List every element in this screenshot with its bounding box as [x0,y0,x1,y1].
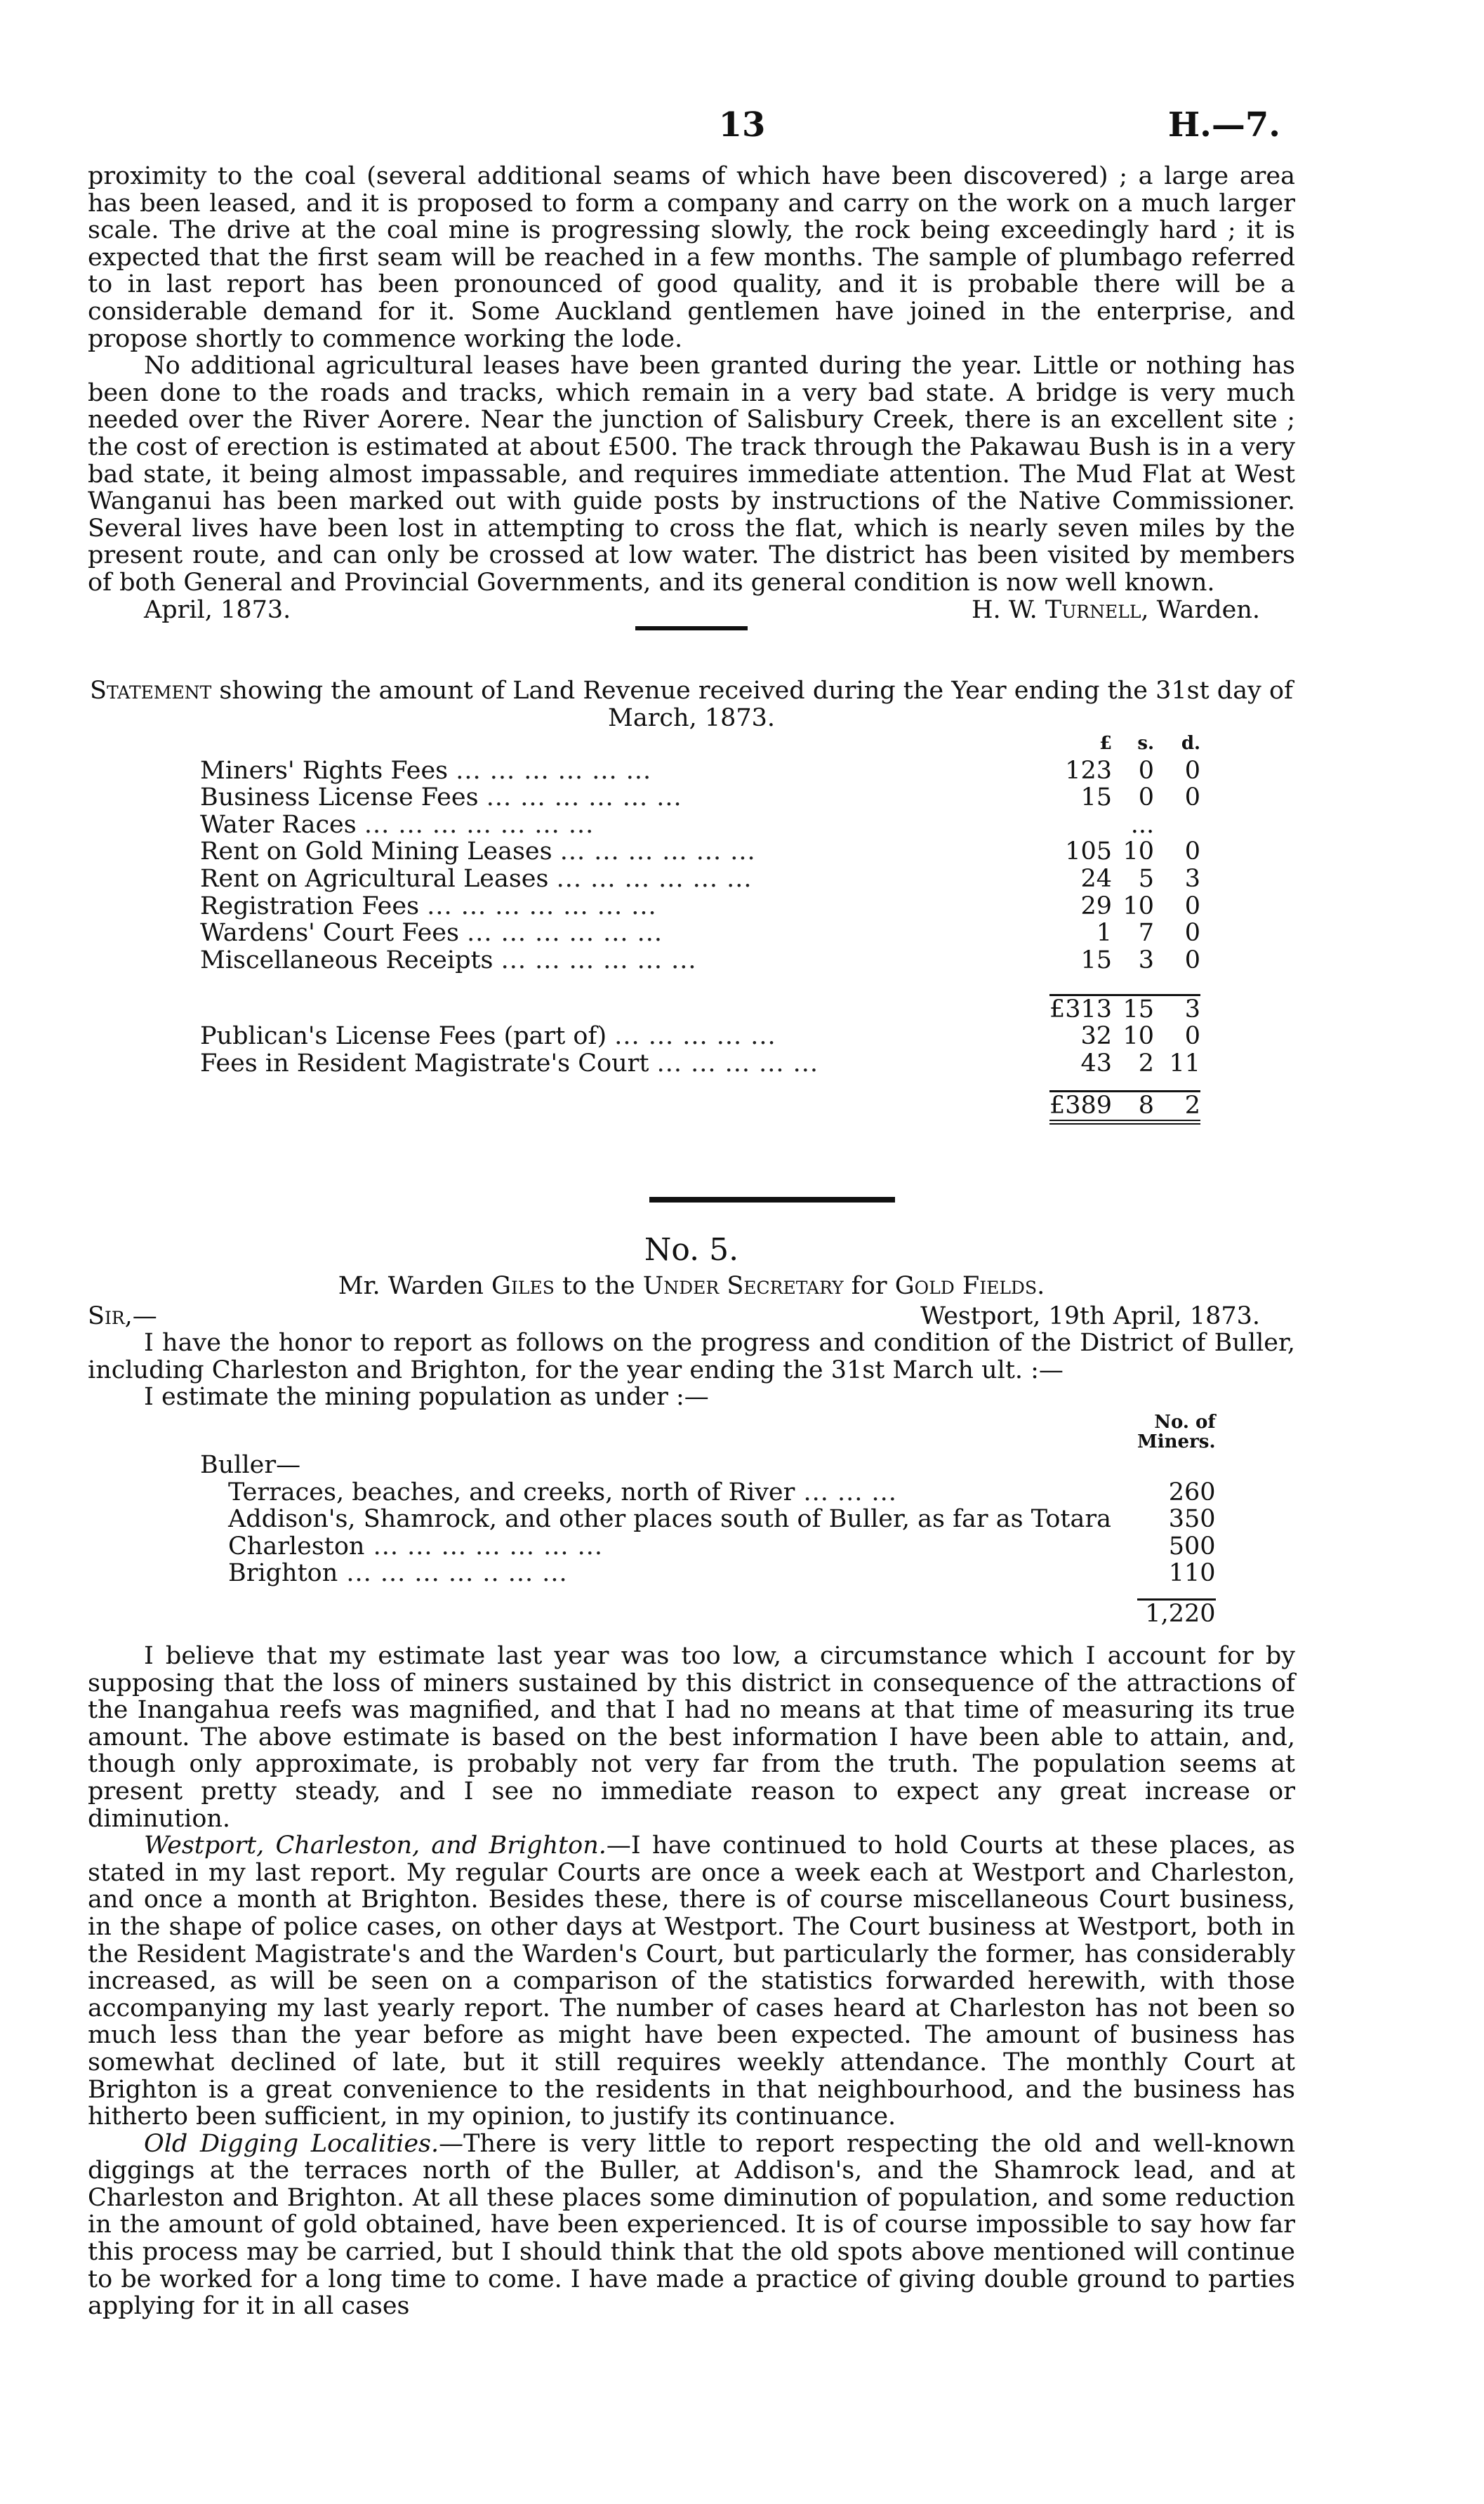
subtotal-shillings: 15 [1112,995,1154,1023]
revenue-label: Business License Fees [200,783,479,812]
intro-paragraph: I have the honor to report as follows on the progress and condition of the District of Buller, including Charleston and Brighton, for the year ending the 31st March ult. :— [88,1329,1295,1384]
salutation-line [88,1303,1295,1330]
revenue-label: Wardens' Court Fees [200,919,459,948]
revenue-statement [88,730,1295,1125]
paragraph-courts-heading: Westport, Charleston, and Brighton. [144,1831,607,1860]
revenue-label: Publican's License Fees (part of) [200,1022,607,1051]
revenue-pounds: 105 [1065,837,1113,866]
revenue-table [200,730,1200,1125]
revenue-pounds: 1 [1096,919,1113,948]
revenue-row: Rent on Gold Mining Leases ... ... ... ... ... ... 105 10 0 [200,837,1201,866]
population-value: 260 [1168,1478,1216,1506]
population-header: No. of Miners. [1137,1411,1216,1452]
statement-title: showing the amount of Land Revenue received during the Year ending the 31st day of March, 1873. [211,677,1293,732]
pounds-header: £ [1099,733,1113,754]
population-value: 110 [1168,1559,1216,1588]
revenue-pence: 3 [1184,864,1201,893]
revenue-label: Rent on Gold Mining Leases [200,837,552,866]
revenue-pounds: 29 [1080,892,1113,920]
signoff-date: April, 1873. [144,595,291,624]
population-row: Terraces, beaches, and creeks, north of River ... ... ... 260 [228,1478,1216,1506]
parliamentary-reference: H.—7. [1167,105,1280,145]
paragraph-coal: proximity to the coal (several additional seams of which have been discovered) ; a large area has been leased, and it is proposed to form a company and carry on the work on a much larger scale. The drive at the coal mine is progressing slowly, the rock being exceedingly hard ; it is expected that the first seam will be reached in a few months. The sample of plumbago referred to in last report has been pronounced of good quality, and it is probable there will be a considerable demand for it. Some Auckland gentlemen have joined in the enterprise, and propose shortly to commence working the lode. [88,162,1295,353]
revenue-pence [1154,812,1200,839]
section-rule [649,1197,895,1203]
revenue-row: Miners' Rights Fees ... ... ... ... ... ... 123 0 0 [200,756,1201,785]
population-total: 1,220 [1137,1600,1216,1628]
place-date: Westport, 19th April, 1873. [920,1301,1260,1330]
revenue-shillings: 2 [1138,1049,1155,1078]
revenue-pence: 0 [1184,946,1201,974]
population-value: 500 [1168,1532,1216,1561]
revenue-label: Registration Fees [200,892,420,920]
subtotal-pounds: £313 [1049,995,1113,1024]
population-row: Charleston ... ... ... ... ... ... ... 500 [228,1532,1216,1561]
revenue-pounds: 123 [1065,756,1113,785]
revenue-pounds: 43 [1080,1049,1113,1078]
revenue-row: Publican's License Fees (part of) ... ... ... ... ... 32 10 0 [200,1022,1201,1051]
section-no-5 [88,1232,1295,1628]
total-pence: 2 [1154,1092,1200,1122]
paragraph-old-diggings: Old Digging Localities.—There is very little to report respecting the old and well-known diggings at the terraces north of the Buller, at Addison's, and the Shamrock lead, and at Charleston and Brighton. At all these places some diminution of population, and some reduction in the amount of gold obtained, have been experienced. It is of course impossible to say how far this process may be carried, but I should think that the old spots above mentioned will continue to be worked for a long time to come. I have made a practice of giving double ground to parties applying for it in all cases [88,2129,1295,2321]
statement-lead: Statement [90,677,212,705]
population-label: Brighton [228,1559,338,1588]
population-label: Charleston [228,1532,365,1561]
report-body [88,1643,1295,2320]
estimate-line: I estimate the mining population as under :— [144,1383,709,1412]
population-table [200,1412,1216,1628]
revenue-row: Business License Fees ... ... ... ... ... ... 15 0 0 [200,783,1201,812]
population-value: 350 [1168,1505,1216,1534]
revenue-row: Miscellaneous Receipts ... ... ... ... ... ... 15 3 0 [200,946,1201,974]
revenue-label: Miners' Rights Fees [200,756,449,785]
population-row: Brighton ... ... ... ... .. ... ... 110 [228,1559,1216,1588]
revenue-row: Rent on Agricultural Leases ... ... ... ... ... ... 24 5 3 [200,864,1201,893]
statement-heading [88,677,1295,731]
revenue-pounds: 15 [1080,783,1113,812]
shillings-header: s. [1137,733,1155,754]
revenue-label: Water Races [200,810,357,839]
revenue-pence: 0 [1184,756,1201,785]
revenue-shillings: 0 [1138,756,1155,785]
total-pounds: £389 [1049,1092,1112,1122]
revenue-shillings: 5 [1138,864,1155,893]
revenue-label: Rent on Agricultural Leases [200,864,549,893]
revenue-label: Fees in Resident Magistrate's Court [200,1049,649,1078]
revenue-shillings: 10 [1122,837,1155,866]
signoff-signature: H. W. Turnell, Warden. [971,595,1260,624]
paragraph-estimate: I believe that my estimate last year was too low, a circumstance which I account for by supposing that the loss of miners sustained by this district in consequence of the attractions of the Inangahua reefs was magnified, and that I had no means at that time of measuring its true amount. The above estimate is based on the best information I have been able to attain, and, though only approximate, is probably not very far from the truth. The population seems at present pretty steady, and I see no immediate reason to expect any great increase or diminution. [88,1642,1295,1833]
revenue-row: Water Races ... ... ... ... ... ... ... ... [200,812,1200,839]
revenue-shillings: 10 [1122,892,1155,920]
revenue-pence: 11 [1169,1049,1201,1078]
revenue-pounds [1049,812,1112,839]
revenue-pence: 0 [1184,1022,1201,1051]
subtotal-pence: 3 [1154,995,1200,1023]
population-row [200,1506,1216,1533]
revenue-pence: 0 [1184,783,1201,812]
section-number: No. 5. [644,1232,739,1268]
currency-header-row [200,730,1200,757]
revenue-pounds: 15 [1080,946,1113,974]
section-heading: Mr. Warden Giles to the Under Secretary for Gold Fields. [338,1272,1045,1300]
population-group: Buller— [200,1450,301,1479]
signoff [88,597,1295,624]
revenue-row: Fees in Resident Magistrate's Court ... ... ... ... ... 43 2 11 [200,1049,1201,1078]
revenue-shillings: 3 [1138,946,1155,974]
top-text-block [88,163,1295,630]
revenue-shillings: 10 [1122,1022,1155,1051]
population-label: Terraces, beaches, and creeks, north of River [228,1478,795,1506]
revenue-shillings: 0 [1138,783,1155,812]
paragraph-old-diggings-heading: Old Digging Localities. [144,2129,439,2158]
page-number: 13 [718,105,766,145]
revenue-pence: 0 [1184,892,1201,920]
short-rule [635,626,748,630]
revenue-pounds: 32 [1080,1022,1113,1051]
population-total-row [200,1600,1216,1628]
paragraph-courts: Westport, Charleston, and Brighton.—I have continued to hold Courts at these places, as stated in my last report. My regular Courts are once a week each at Westport and Charleston, and once a month at Brighton. Besides these, there is of course miscellaneous Court business, in the shape of police cases, on other days at Westport. The Court business at Westport, both in the Resident Magistrate's and the Warden's Court, but particularly the former, has considerably increased, as will be seen on a comparison of the statistics forwarded herewith, with those accompanying my last yearly report. The number of cases heard at Charleston has not been so much less than the year before as might have been expected. The amount of business has somewhat declined of late, but it still requires weekly attendance. The monthly Court at Brighton is a great convenience to the residents in that neighbourhood, and the business has hitherto been sufficient, in my opinion, to justify its continuance. [88,1831,1295,2131]
revenue-shillings: ... [1130,810,1155,839]
pence-header: d. [1181,733,1201,754]
revenue-pounds: 24 [1080,864,1113,893]
total-shillings: 8 [1112,1092,1154,1122]
revenue-shillings: 7 [1138,919,1155,948]
revenue-row: Wardens' Court Fees ... ... ... ... ... ... 1 7 0 [200,919,1201,948]
salutation: Sir,— [88,1301,157,1330]
subtotal-row [200,995,1200,1023]
total-row [200,1092,1200,1122]
paragraph-leases: No additional agricultural leases have been granted during the year. Little or nothing has been done to the roads and tracks, which remain in a very bad state. A bridge is very much needed over the River Aorere. Near the junction of Salisbury Creek, there is an excellent site ; the cost of erection is estimated at about £500. The track through the Pakawau Bush is in a very bad state, it being almost impassable, and requires immediate attention. The Mud Flat at West Wanganui has been marked out with guide posts by instructions of the Native Commissioner. Several lives have been lost in attempting to cross the flat, which is nearly seven miles by the present route, and can only be crossed at low water. The district has been visited by members of both General and Provincial Governments, and its general condition is now well known. [88,352,1295,597]
revenue-pence: 0 [1184,919,1201,948]
revenue-label: Miscellaneous Receipts [200,946,493,974]
revenue-pence: 0 [1184,837,1201,866]
revenue-row: Registration Fees ... ... ... ... ... ... ... 29 10 0 [200,892,1201,920]
population-label: Addison's, Shamrock, and other places south of Buller, as far as Totara [228,1505,1111,1534]
